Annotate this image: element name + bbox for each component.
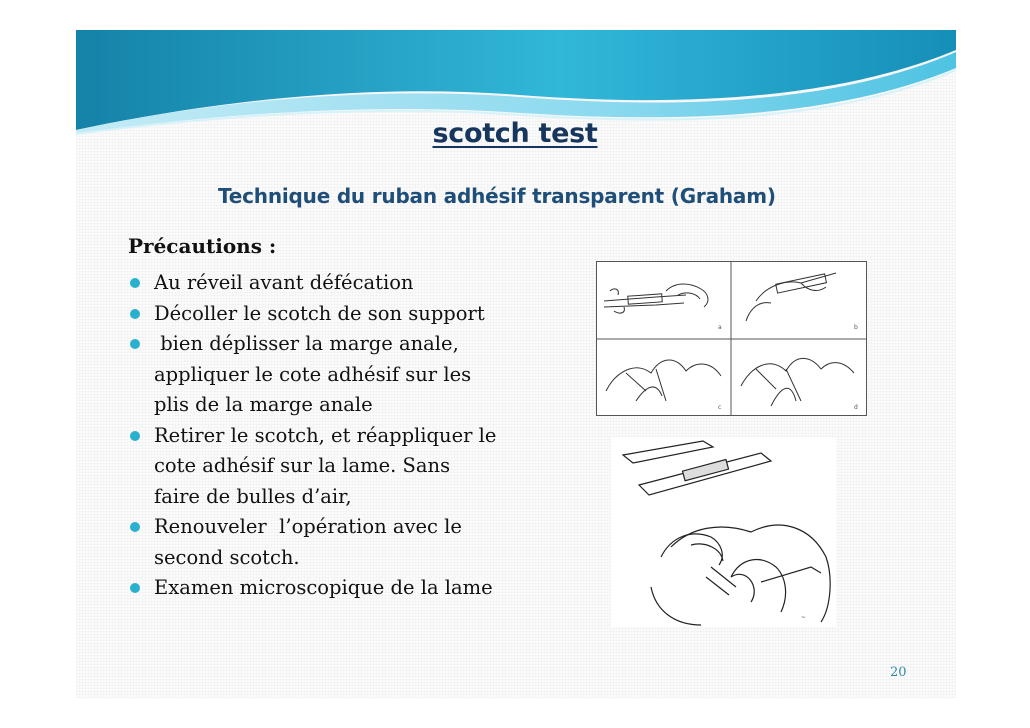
bullet-icon bbox=[130, 309, 140, 319]
precautions-list bbox=[128, 268, 498, 604]
list-item bbox=[128, 329, 498, 421]
svg-text:c: c bbox=[718, 404, 722, 411]
svg-text:~: ~ bbox=[801, 614, 807, 621]
bullet-icon bbox=[130, 278, 140, 288]
list-item bbox=[128, 299, 498, 330]
svg-text:d: d bbox=[854, 404, 858, 411]
svg-text:b: b bbox=[854, 324, 858, 331]
slide-title bbox=[0, 118, 1030, 149]
list-item-text: Au réveil avant défécation bbox=[154, 271, 414, 294]
svg-text:a: a bbox=[718, 324, 722, 331]
list-item bbox=[128, 512, 498, 573]
list-item-text: Retirer le scotch, et réappliquer le cote adhésif sur la lame. Sans faire de bulles d’air, bbox=[154, 423, 497, 508]
list-item bbox=[128, 421, 498, 513]
bullet-icon bbox=[130, 583, 140, 593]
graham-technique-illustration-grid bbox=[596, 261, 867, 416]
list-item bbox=[128, 573, 498, 604]
scotch-test-application-drawing bbox=[611, 437, 836, 627]
list-item-text: bien déplisser la marge anale, appliquer le cote adhésif sur les plis de la marge anale bbox=[154, 332, 478, 416]
bullet-icon bbox=[130, 339, 140, 349]
bullet-icon bbox=[130, 431, 140, 441]
list-item bbox=[128, 268, 498, 299]
page-number: 20 bbox=[890, 665, 907, 680]
list-item-text: Renouveler l’opération avec le second scotch. bbox=[154, 515, 469, 569]
bullet-icon bbox=[130, 522, 140, 532]
slide-title-text: scotch test bbox=[432, 118, 598, 149]
precautions-heading: Précautions : bbox=[128, 234, 277, 258]
list-item-text: Décoller le scotch de son support bbox=[154, 301, 485, 325]
list-item-text: Examen microscopique de la lame bbox=[154, 576, 493, 599]
slide-subtitle: Technique du ruban adhésif transparent (Graham) bbox=[218, 184, 776, 208]
